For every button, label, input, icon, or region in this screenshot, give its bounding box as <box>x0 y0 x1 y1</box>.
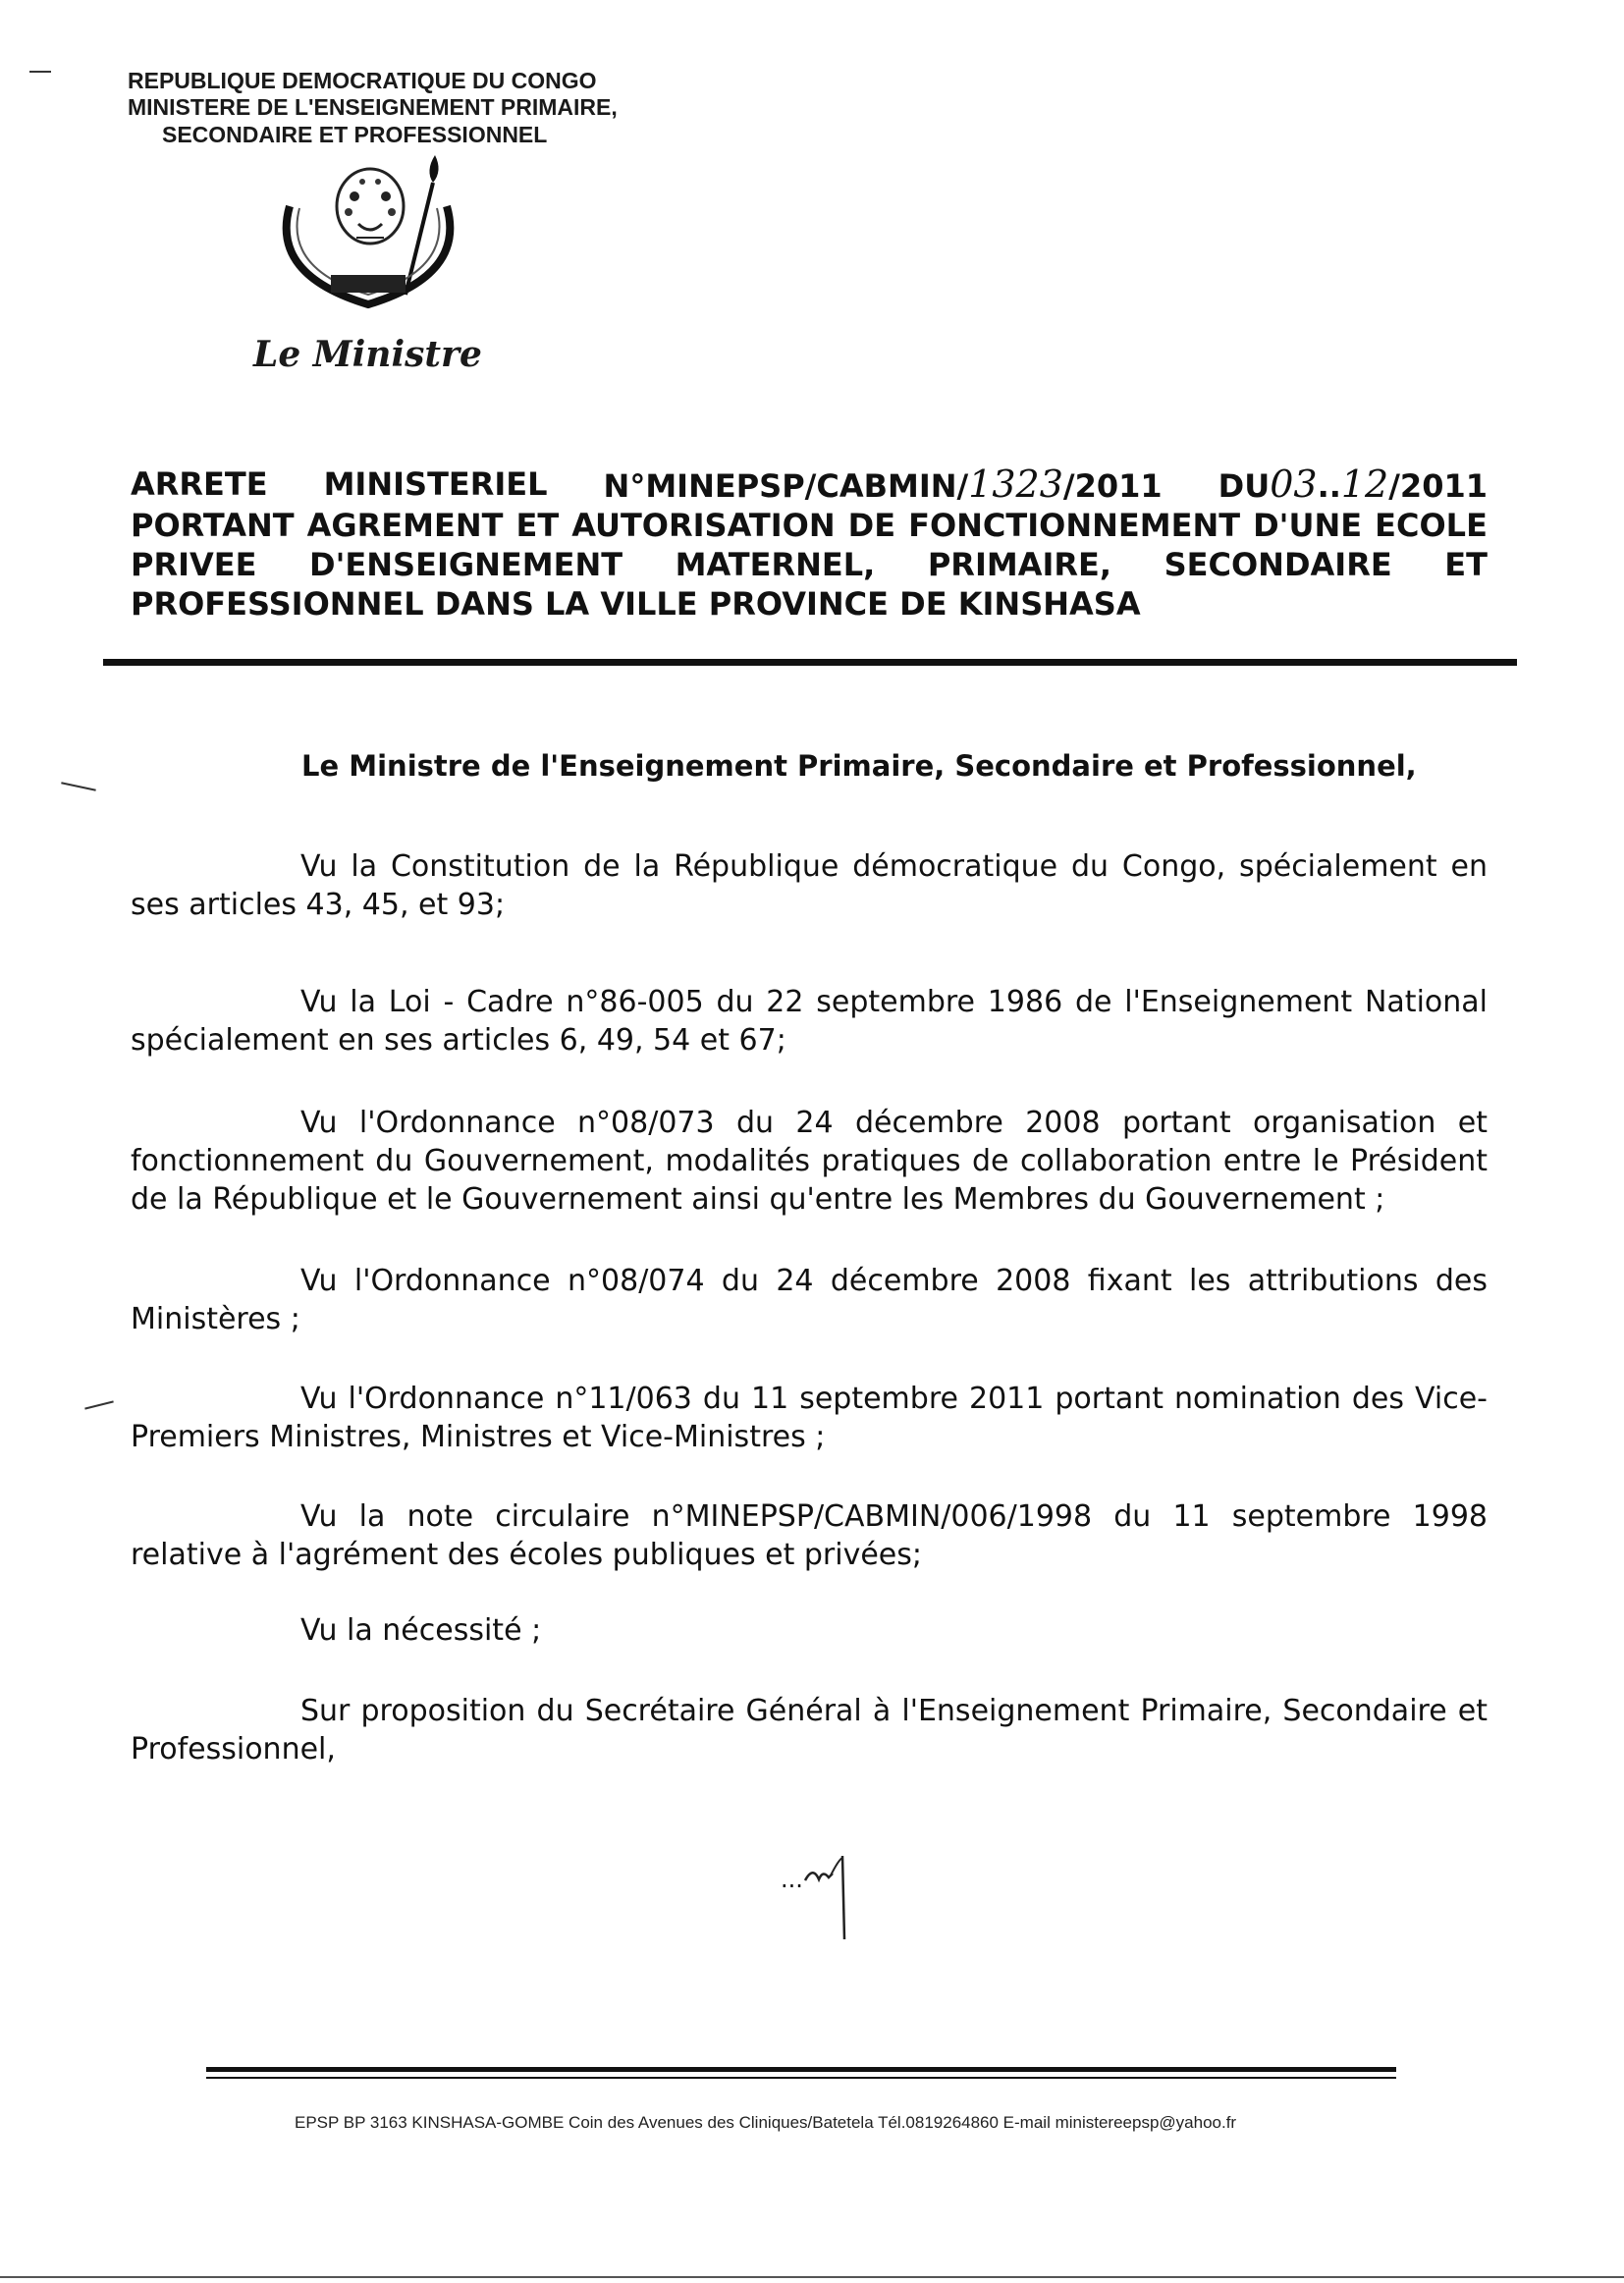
preamble-ordonnance-074: Vu l'Ordonnance n°08/074 du 24 décembre 2008 fixant les attributions des Ministères ; <box>131 1264 1488 1336</box>
preamble-note-circulaire: Vu la note circulaire n°MINEPSP/CABMIN/006/1998 du 11 septembre 1998 relative à l'agrément des écoles publiques et privées; <box>131 1499 1488 1572</box>
decree-month-handwritten: 12 <box>1340 462 1389 506</box>
preamble-loi-cadre: Vu la Loi - Cadre n°86-005 du 22 septembre 1986 de l'Enseignement National spécialement en ses articles 6, 49, 54 et 67; <box>131 985 1488 1058</box>
scan-mark <box>61 782 96 790</box>
decree-date <box>1218 464 1488 506</box>
title-word: PRIVEE <box>131 546 257 583</box>
letterhead-country: REPUBLIQUE DEMOCRATIQUE DU CONGO <box>128 68 597 93</box>
preamble-constitution: Vu la Constitution de la République démocratique du Congo, spécialement en ses articles 43, 45, et 93; <box>131 849 1488 922</box>
title-word: AUTORISATION <box>571 507 836 544</box>
decree-reference-prefix: N°MINEPSP/CABMIN/ <box>603 467 969 505</box>
preamble-proposition: Sur proposition du Secrétaire Général à l'Enseignement Primaire, Secondaire et Professionnel, <box>131 1694 1488 1767</box>
decree-title <box>131 464 1488 624</box>
decree-title-line-1 <box>131 464 1488 506</box>
decree-title-line-3 <box>131 545 1488 584</box>
title-word: DE <box>847 507 896 544</box>
decree-date-year: /2011 <box>1388 467 1488 505</box>
decree-day-handwritten: 03 <box>1270 462 1318 506</box>
leopard-head-icon <box>337 169 404 244</box>
title-word: PORTANT <box>131 507 295 544</box>
preamble-necessite: Vu la nécessité ; <box>300 1613 542 1648</box>
title-word: ARRETE <box>131 465 268 503</box>
signatory-title: Le Ministre <box>253 334 482 375</box>
title-word: ECOLE <box>1375 507 1488 544</box>
footer-address: EPSP BP 3163 KINSHASA-GOMBE Coin des Avenues des Cliniques/Batetela Tél.0819264860 E-mail ministereepsp@yahoo.fr <box>295 2113 1237 2132</box>
motto-banner <box>331 275 406 293</box>
scan-mark <box>84 1400 114 1409</box>
decree-title-line-4 <box>131 584 1488 624</box>
title-word: D'UNE <box>1253 507 1363 544</box>
decree-reference-year: /2011 <box>1062 467 1163 505</box>
title-word: ET <box>515 507 560 544</box>
coat-of-arms-emblem <box>250 147 486 324</box>
letterhead-ministry-cont: SECONDAIRE ET PROFESSIONNEL <box>162 122 548 147</box>
title-word: D'ENSEIGNEMENT <box>309 546 623 583</box>
title-divider <box>103 659 1517 666</box>
scan-mark <box>29 71 51 73</box>
minister-heading: Le Ministre de l'Enseignement Primaire, Secondaire et Professionnel, <box>301 749 1417 783</box>
decree-number-handwritten: 1323 <box>968 462 1063 506</box>
title-word: AGREMENT <box>306 507 504 544</box>
footer-rule-thin <box>206 2077 1396 2079</box>
decree-title-line-2 <box>131 506 1488 545</box>
preamble-ordonnance-073: Vu l'Ordonnance n°08/073 du 24 décembre 2008 portant organisation et fonctionnement du Gouvernement, modalités pratiques de collaboration entre le Président de la République et le Gouvernement ainsi qu'entre les Membres du Gouvernement ; <box>131 1106 1488 1217</box>
title-word: ET <box>1444 546 1488 583</box>
title-word: PRIMAIRE, <box>927 546 1112 583</box>
title-text: PROFESSIONNEL DANS LA VILLE PROVINCE DE KINSHASA <box>131 585 1141 623</box>
page-bottom-edge <box>0 2276 1624 2278</box>
letterhead-ministry: MINISTERE DE L'ENSEIGNEMENT PRIMAIRE, <box>128 94 618 120</box>
decree-date-prefix: DU <box>1218 467 1271 505</box>
initials-signature <box>785 1846 864 1944</box>
decree-date-separator: .. <box>1317 467 1341 505</box>
footer-rule-thick <box>206 2067 1396 2072</box>
title-word: SECONDAIRE <box>1164 546 1392 583</box>
title-word: MINISTERIEL <box>323 465 548 503</box>
preamble-ordonnance-063: Vu l'Ordonnance n°11/063 du 11 septembre 2011 portant nomination des Vice-Premiers Ministres, Ministres et Vice-Ministres ; <box>131 1382 1488 1454</box>
title-word: FONCTIONNEMENT <box>908 507 1241 544</box>
continuation-mark: ... <box>781 1866 803 1893</box>
title-word: MATERNEL, <box>675 546 876 583</box>
decree-reference <box>604 464 1163 506</box>
